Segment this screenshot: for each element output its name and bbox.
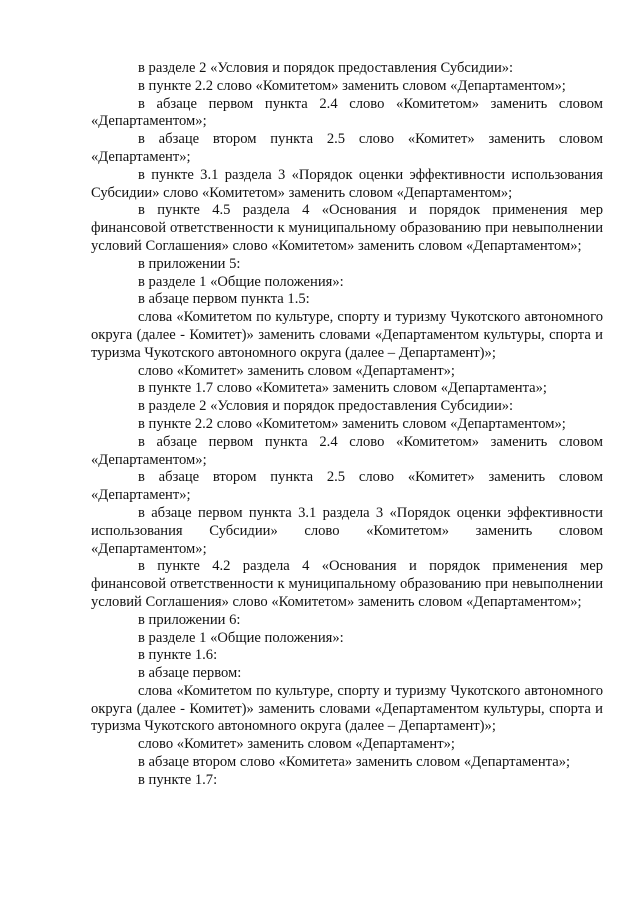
paragraph: в пункте 4.5 раздела 4 «Основания и порядок применения мер финансовой ответственности к муниципальному образованию при невыполнении условий Соглашения» слово «Комитетом» заменить словом «Департаментом»; xyxy=(91,202,603,254)
paragraph: в разделе 1 «Общие положения»: xyxy=(138,273,344,290)
paragraph: в абзаце втором пункта 2.5 слово «Комитет» заменить словом «Департамент»; xyxy=(91,469,603,504)
paragraph: в абзаце первом пункта 2.4 слово «Комитетом» заменить словом «Департаментом»; xyxy=(91,95,603,130)
paragraph: слова «Комитетом по культуре, спорту и туризму Чукотского автономного округа (далее - Комитет)» заменить словами «Департаментом культуры, спорта и туризма Чукотского автономного округа (далее – Департамент)»; xyxy=(91,682,603,735)
paragraph: в пункте 3.1 раздела 3 «Порядок оценки эффективности использования Субсидии» слово «Комитетом» заменить словом «Департаментом»; xyxy=(91,166,603,201)
paragraph: в пункте 4.2 раздела 4 «Основания и порядок применения мер финансовой ответственности к муниципальному образованию при невыполнении условий Соглашения» слово «Комитетом» заменить словом «Департаментом»; xyxy=(91,558,603,610)
paragraph: в абзаце первом пункта 3.1 раздела 3 «Порядок оценки эффективности использования Субсидии» слово «Комитетом» заменить словом «Департаментом»; xyxy=(91,504,603,557)
paragraph: в разделе 1 «Общие положения»: xyxy=(138,629,344,646)
paragraph: слово «Комитет» заменить словом «Департамент»; xyxy=(138,362,455,379)
paragraph: в приложении 5: xyxy=(138,255,241,272)
paragraph: в пункте 1.7: xyxy=(138,771,218,788)
paragraph: в пункте 2.2 слово «Комитетом» заменить словом «Департаментом»; xyxy=(138,77,566,94)
paragraph: в приложении 6: xyxy=(138,611,241,628)
paragraph: в разделе 2 «Условия и порядок предоставления Субсидии»: xyxy=(138,60,514,76)
paragraph: в абзаце втором пункта 2.5 слово «Комитет» заменить словом «Департамент»; xyxy=(91,131,603,165)
paragraph: в абзаце первом: xyxy=(138,665,242,682)
paragraph: в разделе 2 «Условия и порядок предоставления Субсидии»: xyxy=(138,398,514,415)
paragraph: в пункте 1.6: xyxy=(138,647,218,664)
paragraph: в абзаце первом пункта 2.4 слово «Комитетом» заменить словом «Департаментом»; xyxy=(91,433,603,468)
document-page xyxy=(91,60,603,790)
paragraph: в абзаце втором слово «Комитета» заменить словом «Департамента»; xyxy=(138,754,571,771)
paragraph: в пункте 1.7 слово «Комитета» заменить словом «Департамента»; xyxy=(138,380,547,397)
paragraph: в абзаце первом пункта 1.5: xyxy=(138,291,310,308)
paragraph: в пункте 2.2 слово «Комитетом» заменить словом «Департаментом»; xyxy=(138,415,566,432)
paragraph: слова «Комитетом по культуре, спорту и туризму Чукотского автономного округа (далее - Комитет)» заменить словами «Департаментом культуры, спорта и туризма Чукотского автономного округа (далее – Департамент)»; xyxy=(91,309,603,361)
paragraph: слово «Комитет» заменить словом «Департамент»; xyxy=(138,736,455,753)
